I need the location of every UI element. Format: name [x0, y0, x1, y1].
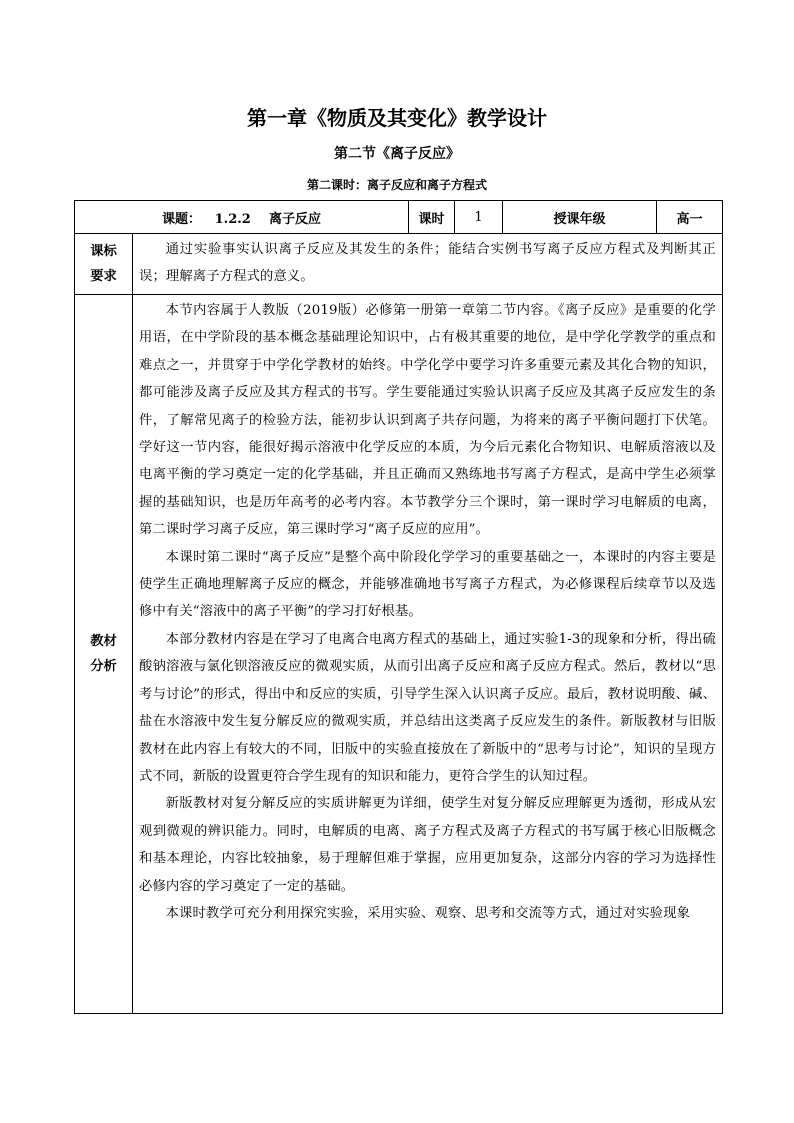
- header-row: [75, 201, 723, 234]
- analysis-text-area: [139, 297, 716, 1011]
- analysis-content: [133, 295, 723, 1014]
- hours-label: 课时: [409, 201, 455, 234]
- analysis-label-line2: 分析: [90, 659, 117, 674]
- topic-name: 离子反应: [268, 211, 321, 227]
- document-title: 第一章《物质及其变化》教学设计: [247, 106, 547, 130]
- lesson-plan-table: [74, 200, 723, 1014]
- analysis-row: [75, 295, 723, 1014]
- standards-content: [133, 234, 723, 295]
- topic-label: 课题：: [162, 211, 202, 227]
- standards-text: 通过实验事实认识离子反应及其发生的条件；能结合实例书写离子反应方程式及判断其正误；理解离子方程式的意义。: [139, 242, 717, 285]
- standards-label-line1: 课标: [90, 244, 117, 259]
- standards-label: [75, 234, 133, 295]
- analysis-paragraph: 新版教材对复分解反应的实质讲解更为详细，使学生对复分解反应理解更为透彻，形成从宏观到微观的辨识能力。同时，电解质的电离、离子方程式及离子方程式的书写属于核心旧版概念和基本理论，内容比较抽象，易于理解但难于掌握，应用更加复杂，这部分内容的学习为选择性必修内容的学习奠定了一定的基础。: [139, 796, 717, 894]
- section-title: 第二节《离子反应》: [334, 146, 460, 162]
- grade-value: 高一: [657, 201, 723, 234]
- analysis-paragraph: 本课时第二课时“离子反应”是整个高中阶段化学学习的重要基础之一，本课时的内容主要是使学生正确地理解离子反应的概念，并能够准确地书写离子方程式，为必修课程后续章节以及选修中有关“溶液中的离子平衡”的学习打好根基。: [139, 549, 717, 620]
- analysis-paragraph: 本节内容属于人教版（2019版）必修第一册第一章第二节内容。《离子反应》是重要的化学用语，在中学阶段的基本概念基础理论知识中，占有极其重要的地位，是中学化学教学的重点和难点之一，并贯穿于中学化学教材的始终。中学化学中要学习许多重要元素及其化合物的知识，都可能涉及离子反应及其方程式的书写。学生要能通过实验认识离子反应及其离子反应发生的条件，了解常见离子的检验方法，能初步认识到离子共存问题，为将来的离子平衡问题打下伏笔。学好这一节内容，能很好揭示溶液中化学反应的本质，为今后元素化合物知识、电解质溶液以及电离平衡的学习奠定一定的化学基础，并且正确而又熟练地书写离子方程式，是高中学生必须掌握的基础知识，也是历年高考的必考内容。本节教学分三个课时，第一课时学习电解质的电离，第二课时学习离子反应，第三课时学习“离子反应的应用”。: [139, 303, 717, 538]
- grade-label: 授课年级: [503, 201, 657, 234]
- lesson-title: 第二课时：离子反应和离子方程式: [306, 178, 487, 192]
- hours-value: 1: [455, 201, 503, 234]
- analysis-paragraph: 本课时教学可充分利用探究实验，采用实验、观察、思考和交流等方式，通过对实验现象: [165, 905, 691, 921]
- standards-row: [75, 234, 723, 295]
- analysis-label-line1: 教材: [90, 634, 117, 649]
- standards-label-line2: 要求: [90, 269, 117, 284]
- topic-code: 1.2.2: [214, 211, 251, 227]
- analysis-paragraph: 本部分教材内容是在学习了电离合电离方程式的基础上，通过实验1-3的现象和分析，得出硫酸钠溶液与氯化钡溶液反应的微观实质，从而引出离子反应和离子反应方程式。然后，教材以“思考与讨论”的形式，得出中和反应的实质，引导学生深入认识离子反应。最后，教材说明酸、碱、盐在水溶液中发生复分解反应的微观实质，并总结出这类离子反应发生的条件。新版教材与旧版教材在此内容上有较大的不同，旧版中的实验直接放在了新版中的“思考与讨论”，知识的呈现方式不同，新版的设置更符合学生现有的知识和能力，更符合学生的认知过程。: [139, 631, 717, 784]
- topic-cell: [75, 201, 409, 234]
- analysis-label: [75, 295, 133, 1014]
